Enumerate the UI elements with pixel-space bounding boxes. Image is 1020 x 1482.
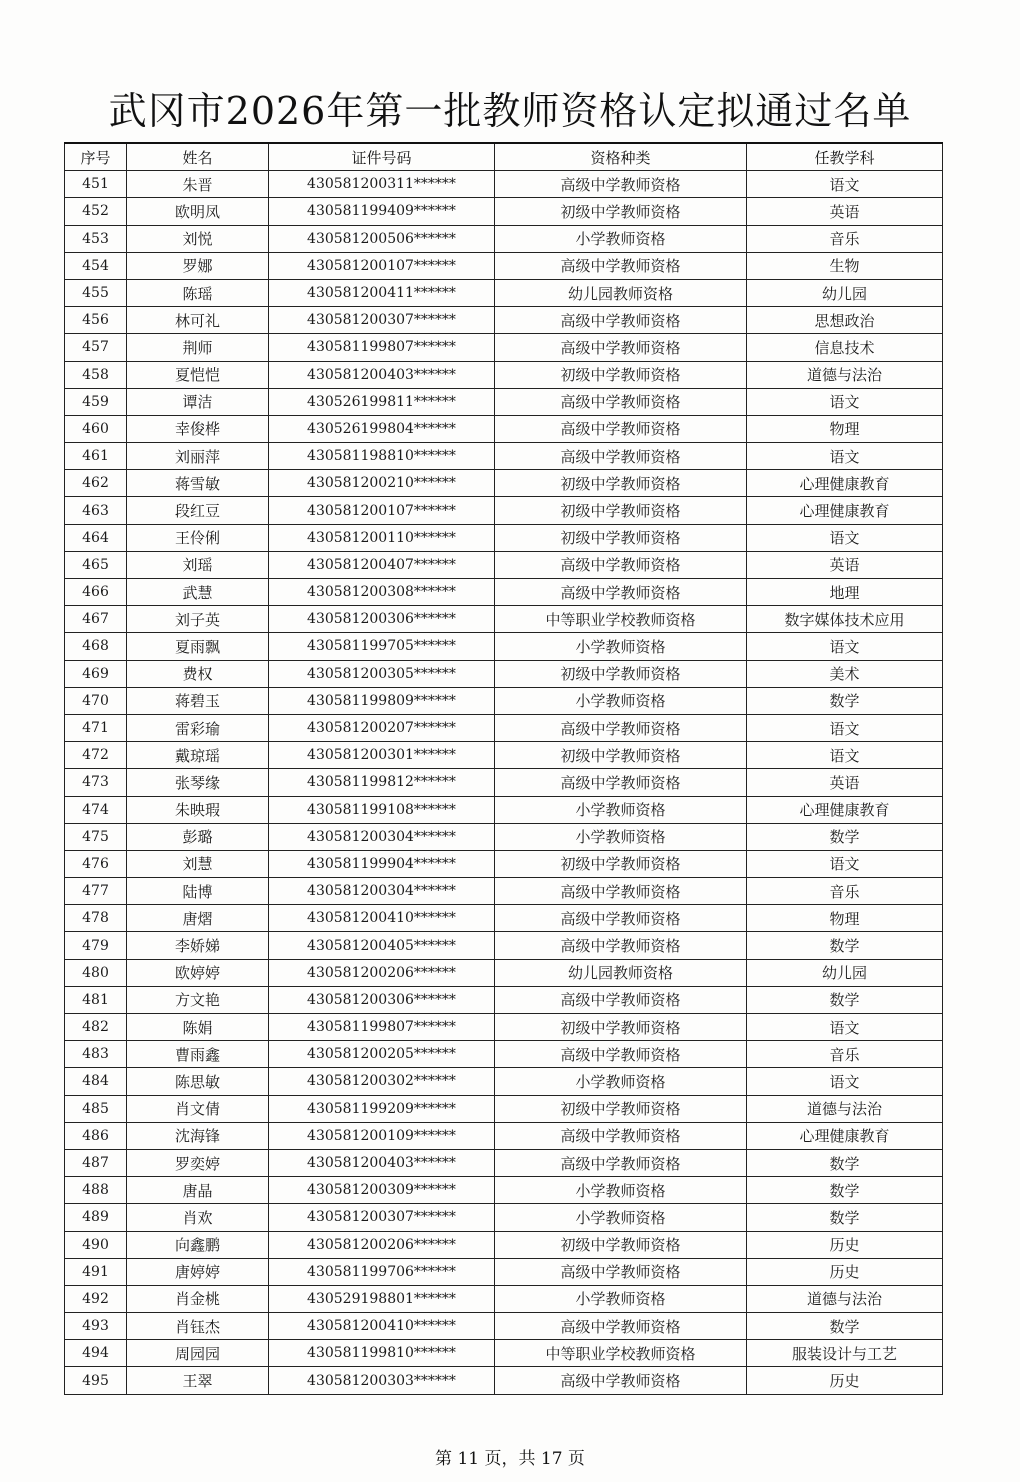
cell-index: 491 bbox=[65, 1258, 127, 1285]
cell-name: 夏雨飘 bbox=[127, 633, 269, 660]
table-row bbox=[65, 1041, 943, 1068]
cell-qualification: 高级中学教师资格 bbox=[495, 878, 747, 905]
table-row bbox=[65, 279, 943, 306]
cell-index: 452 bbox=[65, 198, 127, 225]
table-row bbox=[65, 932, 943, 959]
cell-index: 463 bbox=[65, 497, 127, 524]
cell-subject: 数学 bbox=[747, 1313, 943, 1340]
cell-subject: 心理健康教育 bbox=[747, 497, 943, 524]
cell-id-number: 430581200107****** bbox=[269, 252, 495, 279]
table-row bbox=[65, 1068, 943, 1095]
cell-id-number: 430581199807****** bbox=[269, 1014, 495, 1041]
cell-id-number: 430581199807****** bbox=[269, 334, 495, 361]
cell-id-number: 430581200304****** bbox=[269, 878, 495, 905]
cell-id-number: 430581199810****** bbox=[269, 1340, 495, 1367]
cell-qualification: 高级中学教师资格 bbox=[495, 171, 747, 198]
cell-id-number: 430581200410****** bbox=[269, 905, 495, 932]
table-row bbox=[65, 1340, 943, 1367]
cell-name: 刘瑶 bbox=[127, 551, 269, 578]
cell-id-number: 430581199904****** bbox=[269, 850, 495, 877]
table-row bbox=[65, 225, 943, 252]
cell-index: 487 bbox=[65, 1149, 127, 1176]
cell-id-number: 430581200301****** bbox=[269, 742, 495, 769]
table-row bbox=[65, 1095, 943, 1122]
cell-index: 462 bbox=[65, 470, 127, 497]
cell-index: 483 bbox=[65, 1041, 127, 1068]
cell-index: 471 bbox=[65, 714, 127, 741]
cell-qualification: 初级中学教师资格 bbox=[495, 497, 747, 524]
table-row bbox=[65, 769, 943, 796]
cell-subject: 信息技术 bbox=[747, 334, 943, 361]
table-row bbox=[65, 878, 943, 905]
cell-qualification: 初级中学教师资格 bbox=[495, 524, 747, 551]
table-body bbox=[65, 171, 943, 1394]
cell-subject: 数学 bbox=[747, 1149, 943, 1176]
cell-subject: 数学 bbox=[747, 932, 943, 959]
cell-name: 唐晶 bbox=[127, 1177, 269, 1204]
table-row bbox=[65, 307, 943, 334]
cell-name: 刘丽萍 bbox=[127, 443, 269, 470]
cell-qualification: 幼儿园教师资格 bbox=[495, 279, 747, 306]
cell-qualification: 小学教师资格 bbox=[495, 633, 747, 660]
table-row bbox=[65, 497, 943, 524]
cell-qualification: 初级中学教师资格 bbox=[495, 1231, 747, 1258]
cell-subject: 语文 bbox=[747, 1068, 943, 1095]
cell-subject: 语文 bbox=[747, 443, 943, 470]
table-row bbox=[65, 551, 943, 578]
table-row bbox=[65, 1231, 943, 1258]
cell-index: 469 bbox=[65, 660, 127, 687]
table-row bbox=[65, 579, 943, 606]
cell-id-number: 430581200205****** bbox=[269, 1041, 495, 1068]
cell-name: 肖钰杰 bbox=[127, 1313, 269, 1340]
cell-index: 475 bbox=[65, 823, 127, 850]
cell-qualification: 高级中学教师资格 bbox=[495, 307, 747, 334]
cell-name: 方文艳 bbox=[127, 986, 269, 1013]
cell-subject: 数学 bbox=[747, 986, 943, 1013]
cell-qualification: 高级中学教师资格 bbox=[495, 1258, 747, 1285]
cell-qualification: 高级中学教师资格 bbox=[495, 1041, 747, 1068]
cell-id-number: 430581200506****** bbox=[269, 225, 495, 252]
table-row bbox=[65, 361, 943, 388]
table-row bbox=[65, 633, 943, 660]
table-row bbox=[65, 198, 943, 225]
cell-subject: 服装设计与工艺 bbox=[747, 1340, 943, 1367]
cell-qualification: 初级中学教师资格 bbox=[495, 470, 747, 497]
cell-name: 蒋碧玉 bbox=[127, 687, 269, 714]
cell-index: 473 bbox=[65, 769, 127, 796]
cell-subject: 语文 bbox=[747, 524, 943, 551]
cell-qualification: 高级中学教师资格 bbox=[495, 579, 747, 606]
cell-qualification: 高级中学教师资格 bbox=[495, 415, 747, 442]
table-row bbox=[65, 850, 943, 877]
cell-index: 458 bbox=[65, 361, 127, 388]
cell-subject: 地理 bbox=[747, 579, 943, 606]
cell-name: 刘子英 bbox=[127, 606, 269, 633]
cell-name: 刘悦 bbox=[127, 225, 269, 252]
cell-subject: 数学 bbox=[747, 1177, 943, 1204]
table-row bbox=[65, 470, 943, 497]
cell-subject: 语文 bbox=[747, 1014, 943, 1041]
table-header-row bbox=[65, 143, 943, 171]
cell-qualification: 高级中学教师资格 bbox=[495, 1313, 747, 1340]
cell-name: 罗奕婷 bbox=[127, 1149, 269, 1176]
cell-subject: 历史 bbox=[747, 1231, 943, 1258]
cell-name: 陈瑶 bbox=[127, 279, 269, 306]
cell-qualification: 高级中学教师资格 bbox=[495, 769, 747, 796]
cell-name: 沈海锋 bbox=[127, 1122, 269, 1149]
cell-index: 453 bbox=[65, 225, 127, 252]
cell-index: 459 bbox=[65, 388, 127, 415]
cell-subject: 语文 bbox=[747, 633, 943, 660]
column-header-id: 证件号码 bbox=[269, 143, 495, 171]
cell-subject: 生物 bbox=[747, 252, 943, 279]
table-row bbox=[65, 796, 943, 823]
table-row bbox=[65, 524, 943, 551]
cell-index: 489 bbox=[65, 1204, 127, 1231]
cell-name: 周园园 bbox=[127, 1340, 269, 1367]
cell-qualification: 初级中学教师资格 bbox=[495, 198, 747, 225]
cell-id-number: 430529198801****** bbox=[269, 1285, 495, 1312]
cell-index: 482 bbox=[65, 1014, 127, 1041]
cell-id-number: 430581200109****** bbox=[269, 1122, 495, 1149]
cell-id-number: 430581200405****** bbox=[269, 932, 495, 959]
cell-name: 唐婷婷 bbox=[127, 1258, 269, 1285]
cell-name: 刘慧 bbox=[127, 850, 269, 877]
cell-qualification: 高级中学教师资格 bbox=[495, 388, 747, 415]
cell-id-number: 430581200411****** bbox=[269, 279, 495, 306]
cell-name: 谭洁 bbox=[127, 388, 269, 415]
cell-subject: 音乐 bbox=[747, 1041, 943, 1068]
cell-name: 王伶俐 bbox=[127, 524, 269, 551]
cell-id-number: 430581200306****** bbox=[269, 606, 495, 633]
column-header-index: 序号 bbox=[65, 143, 127, 171]
cell-id-number: 430581200210****** bbox=[269, 470, 495, 497]
cell-subject: 音乐 bbox=[747, 878, 943, 905]
cell-subject: 历史 bbox=[747, 1258, 943, 1285]
cell-id-number: 430581200302****** bbox=[269, 1068, 495, 1095]
cell-name: 雷彩瑜 bbox=[127, 714, 269, 741]
cell-name: 荆师 bbox=[127, 334, 269, 361]
cell-name: 欧明凤 bbox=[127, 198, 269, 225]
cell-name: 戴琼瑶 bbox=[127, 742, 269, 769]
column-header-name: 姓名 bbox=[127, 143, 269, 171]
cell-id-number: 430526199811****** bbox=[269, 388, 495, 415]
cell-name: 朱晋 bbox=[127, 171, 269, 198]
cell-qualification: 初级中学教师资格 bbox=[495, 742, 747, 769]
cell-name: 向鑫鹏 bbox=[127, 1231, 269, 1258]
cell-id-number: 430581198810****** bbox=[269, 443, 495, 470]
table-row bbox=[65, 388, 943, 415]
cell-id-number: 430581200207****** bbox=[269, 714, 495, 741]
cell-index: 480 bbox=[65, 959, 127, 986]
cell-index: 488 bbox=[65, 1177, 127, 1204]
column-header-subject: 任教学科 bbox=[747, 143, 943, 171]
table-row bbox=[65, 415, 943, 442]
cell-qualification: 高级中学教师资格 bbox=[495, 986, 747, 1013]
cell-qualification: 高级中学教师资格 bbox=[495, 443, 747, 470]
cell-subject: 历史 bbox=[747, 1367, 943, 1394]
page-title: 武冈市2026年第一批教师资格认定拟通过名单 bbox=[108, 89, 912, 133]
table-row bbox=[65, 1285, 943, 1312]
cell-subject: 思想政治 bbox=[747, 307, 943, 334]
cell-name: 李娇娣 bbox=[127, 932, 269, 959]
cell-name: 王翠 bbox=[127, 1367, 269, 1394]
cell-index: 467 bbox=[65, 606, 127, 633]
cell-qualification: 小学教师资格 bbox=[495, 796, 747, 823]
cell-name: 唐熠 bbox=[127, 905, 269, 932]
cell-qualification: 初级中学教师资格 bbox=[495, 1014, 747, 1041]
cell-index: 485 bbox=[65, 1095, 127, 1122]
cell-subject: 心理健康教育 bbox=[747, 470, 943, 497]
cell-subject: 语文 bbox=[747, 850, 943, 877]
cell-name: 陈思敏 bbox=[127, 1068, 269, 1095]
cell-id-number: 430581200305****** bbox=[269, 660, 495, 687]
cell-subject: 语文 bbox=[747, 171, 943, 198]
cell-subject: 英语 bbox=[747, 769, 943, 796]
cell-name: 幸俊桦 bbox=[127, 415, 269, 442]
cell-id-number: 430581199812****** bbox=[269, 769, 495, 796]
table-row bbox=[65, 171, 943, 198]
table-row bbox=[65, 742, 943, 769]
cell-qualification: 高级中学教师资格 bbox=[495, 932, 747, 959]
table-row bbox=[65, 1177, 943, 1204]
cell-index: 484 bbox=[65, 1068, 127, 1095]
cell-name: 罗娜 bbox=[127, 252, 269, 279]
cell-qualification: 小学教师资格 bbox=[495, 225, 747, 252]
cell-id-number: 430581200308****** bbox=[269, 579, 495, 606]
cell-subject: 物理 bbox=[747, 905, 943, 932]
cell-id-number: 430581200206****** bbox=[269, 1231, 495, 1258]
cell-index: 468 bbox=[65, 633, 127, 660]
cell-name: 肖文倩 bbox=[127, 1095, 269, 1122]
cell-subject: 英语 bbox=[747, 551, 943, 578]
cell-subject: 心理健康教育 bbox=[747, 796, 943, 823]
cell-qualification: 高级中学教师资格 bbox=[495, 1367, 747, 1394]
table-row bbox=[65, 660, 943, 687]
cell-index: 494 bbox=[65, 1340, 127, 1367]
cell-id-number: 430581200303****** bbox=[269, 1367, 495, 1394]
table-row bbox=[65, 687, 943, 714]
cell-index: 479 bbox=[65, 932, 127, 959]
cell-qualification: 初级中学教师资格 bbox=[495, 361, 747, 388]
cell-name: 陆博 bbox=[127, 878, 269, 905]
cell-subject: 数学 bbox=[747, 823, 943, 850]
cell-name: 武慧 bbox=[127, 579, 269, 606]
cell-qualification: 初级中学教师资格 bbox=[495, 850, 747, 877]
cell-qualification: 小学教师资格 bbox=[495, 687, 747, 714]
cell-index: 455 bbox=[65, 279, 127, 306]
cell-id-number: 430581200403****** bbox=[269, 361, 495, 388]
cell-index: 474 bbox=[65, 796, 127, 823]
table-row bbox=[65, 905, 943, 932]
table-row bbox=[65, 1204, 943, 1231]
table-row bbox=[65, 334, 943, 361]
cell-id-number: 430581200307****** bbox=[269, 1204, 495, 1231]
table-row bbox=[65, 252, 943, 279]
cell-id-number: 430581199809****** bbox=[269, 687, 495, 714]
cell-subject: 语文 bbox=[747, 388, 943, 415]
cell-name: 蒋雪敏 bbox=[127, 470, 269, 497]
cell-id-number: 430581199209****** bbox=[269, 1095, 495, 1122]
cell-qualification: 初级中学教师资格 bbox=[495, 1095, 747, 1122]
cell-qualification: 幼儿园教师资格 bbox=[495, 959, 747, 986]
cell-name: 欧婷婷 bbox=[127, 959, 269, 986]
cell-qualification: 高级中学教师资格 bbox=[495, 905, 747, 932]
cell-qualification: 小学教师资格 bbox=[495, 1068, 747, 1095]
table-row bbox=[65, 1367, 943, 1394]
table-row bbox=[65, 823, 943, 850]
cell-index: 493 bbox=[65, 1313, 127, 1340]
cell-index: 472 bbox=[65, 742, 127, 769]
cell-subject: 幼儿园 bbox=[747, 959, 943, 986]
cell-index: 486 bbox=[65, 1122, 127, 1149]
cell-id-number: 430581199409****** bbox=[269, 198, 495, 225]
cell-index: 470 bbox=[65, 687, 127, 714]
table-row bbox=[65, 443, 943, 470]
cell-id-number: 430581200107****** bbox=[269, 497, 495, 524]
table-row bbox=[65, 606, 943, 633]
cell-qualification: 小学教师资格 bbox=[495, 823, 747, 850]
cell-index: 466 bbox=[65, 579, 127, 606]
cell-index: 495 bbox=[65, 1367, 127, 1394]
table-row bbox=[65, 986, 943, 1013]
table-row bbox=[65, 1122, 943, 1149]
table-row bbox=[65, 714, 943, 741]
cell-qualification: 高级中学教师资格 bbox=[495, 334, 747, 361]
cell-name: 肖欢 bbox=[127, 1204, 269, 1231]
table-row bbox=[65, 1258, 943, 1285]
table-row bbox=[65, 1014, 943, 1041]
column-header-qualification: 资格种类 bbox=[495, 143, 747, 171]
cell-qualification: 小学教师资格 bbox=[495, 1204, 747, 1231]
cell-id-number: 430581200311****** bbox=[269, 171, 495, 198]
cell-id-number: 430581200410****** bbox=[269, 1313, 495, 1340]
cell-subject: 物理 bbox=[747, 415, 943, 442]
cell-subject: 美术 bbox=[747, 660, 943, 687]
cell-index: 490 bbox=[65, 1231, 127, 1258]
cell-index: 461 bbox=[65, 443, 127, 470]
cell-index: 481 bbox=[65, 986, 127, 1013]
cell-name: 彭璐 bbox=[127, 823, 269, 850]
cell-index: 454 bbox=[65, 252, 127, 279]
cell-subject: 英语 bbox=[747, 198, 943, 225]
cell-index: 460 bbox=[65, 415, 127, 442]
cell-subject: 数学 bbox=[747, 1204, 943, 1231]
cell-subject: 道德与法治 bbox=[747, 1285, 943, 1312]
cell-id-number: 430581200206****** bbox=[269, 959, 495, 986]
cell-qualification: 高级中学教师资格 bbox=[495, 252, 747, 279]
cell-qualification: 高级中学教师资格 bbox=[495, 551, 747, 578]
cell-index: 478 bbox=[65, 905, 127, 932]
cell-name: 张琴缘 bbox=[127, 769, 269, 796]
cell-id-number: 430581200309****** bbox=[269, 1177, 495, 1204]
cell-index: 451 bbox=[65, 171, 127, 198]
cell-id-number: 430581199705****** bbox=[269, 633, 495, 660]
cell-index: 492 bbox=[65, 1285, 127, 1312]
cell-subject: 语文 bbox=[747, 742, 943, 769]
cell-subject: 心理健康教育 bbox=[747, 1122, 943, 1149]
cell-id-number: 430581200110****** bbox=[269, 524, 495, 551]
cell-index: 456 bbox=[65, 307, 127, 334]
cell-qualification: 小学教师资格 bbox=[495, 1177, 747, 1204]
cell-index: 477 bbox=[65, 878, 127, 905]
cell-id-number: 430581200403****** bbox=[269, 1149, 495, 1176]
cell-id-number: 430581200304****** bbox=[269, 823, 495, 850]
page-number: 第 11 页，共 17 页 bbox=[435, 1449, 585, 1469]
cell-id-number: 430581200307****** bbox=[269, 307, 495, 334]
cell-subject: 数学 bbox=[747, 687, 943, 714]
cell-index: 465 bbox=[65, 551, 127, 578]
cell-qualification: 初级中学教师资格 bbox=[495, 660, 747, 687]
cell-index: 457 bbox=[65, 334, 127, 361]
cell-name: 段红豆 bbox=[127, 497, 269, 524]
cell-qualification: 中等职业学校教师资格 bbox=[495, 1340, 747, 1367]
cell-subject: 道德与法治 bbox=[747, 1095, 943, 1122]
cell-id-number: 430526199804****** bbox=[269, 415, 495, 442]
roster-table bbox=[64, 142, 943, 1395]
cell-subject: 幼儿园 bbox=[747, 279, 943, 306]
cell-subject: 数字媒体技术应用 bbox=[747, 606, 943, 633]
cell-name: 陈娟 bbox=[127, 1014, 269, 1041]
cell-name: 曹雨鑫 bbox=[127, 1041, 269, 1068]
cell-id-number: 430581200407****** bbox=[269, 551, 495, 578]
cell-qualification: 高级中学教师资格 bbox=[495, 1122, 747, 1149]
table-row bbox=[65, 1313, 943, 1340]
cell-qualification: 中等职业学校教师资格 bbox=[495, 606, 747, 633]
cell-name: 朱映瑕 bbox=[127, 796, 269, 823]
cell-qualification: 高级中学教师资格 bbox=[495, 1149, 747, 1176]
cell-id-number: 430581200306****** bbox=[269, 986, 495, 1013]
cell-name: 费权 bbox=[127, 660, 269, 687]
cell-subject: 音乐 bbox=[747, 225, 943, 252]
table-row bbox=[65, 959, 943, 986]
cell-id-number: 430581199108****** bbox=[269, 796, 495, 823]
table-row bbox=[65, 1149, 943, 1176]
cell-name: 林可礼 bbox=[127, 307, 269, 334]
cell-index: 464 bbox=[65, 524, 127, 551]
cell-qualification: 高级中学教师资格 bbox=[495, 714, 747, 741]
cell-subject: 道德与法治 bbox=[747, 361, 943, 388]
cell-name: 夏恺恺 bbox=[127, 361, 269, 388]
cell-name: 肖金桃 bbox=[127, 1285, 269, 1312]
cell-id-number: 430581199706****** bbox=[269, 1258, 495, 1285]
cell-subject: 语文 bbox=[747, 714, 943, 741]
cell-qualification: 小学教师资格 bbox=[495, 1285, 747, 1312]
cell-index: 476 bbox=[65, 850, 127, 877]
